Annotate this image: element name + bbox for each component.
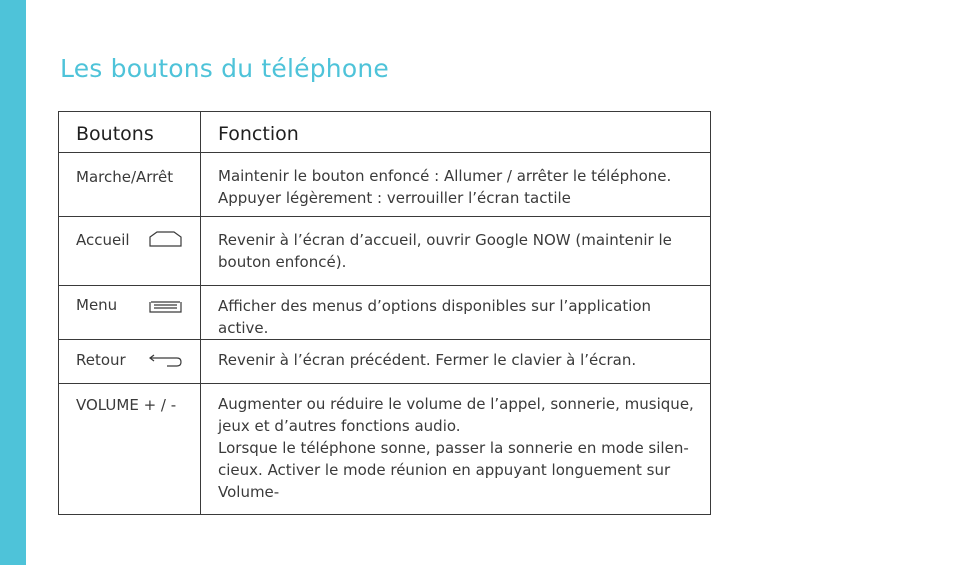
- function-cell: [201, 340, 711, 384]
- button-label-home: Accueil: [76, 231, 130, 249]
- function-cell: [201, 384, 711, 515]
- table-row: [59, 286, 711, 340]
- header-function: Fonction: [201, 112, 711, 153]
- function-cell: [201, 153, 711, 217]
- button-cell: [59, 384, 201, 515]
- button-cell: [59, 217, 201, 286]
- button-cell: [59, 340, 201, 384]
- function-text: Maintenir le bouton enfoncé : Allumer / arrêter le téléphone.: [218, 167, 672, 185]
- function-text: Appuyer légèrement : verrouiller l’écran tactile: [218, 189, 571, 207]
- function-cell: [201, 217, 711, 286]
- function-text: Revenir à l’écran d’accueil, ouvrir Google NOW (maintenir le bouton enfoncé).: [218, 231, 672, 271]
- function-cell: [201, 286, 711, 340]
- function-text: Augmenter ou réduire le volume de l’appel, sonnerie, musique, jeux et d’autres fonctions audio.: [218, 395, 694, 435]
- menu-icon: [149, 300, 182, 314]
- buttons-table: [58, 111, 711, 515]
- button-cell: [59, 286, 201, 340]
- button-label-power: Marche/Arrêt: [76, 168, 174, 186]
- table-header-row: [59, 112, 711, 153]
- button-cell: [59, 153, 201, 217]
- table-row: [59, 340, 711, 384]
- back-icon: [149, 354, 182, 368]
- left-accent-bar: [0, 0, 26, 565]
- button-label-volume: VOLUME + / -: [76, 396, 177, 414]
- function-text: Revenir à l’écran précédent. Fermer le clavier à l’écran.: [218, 351, 637, 369]
- button-label-back: Retour: [76, 351, 126, 369]
- function-text: Lorsque le téléphone sonne, passer la sonnerie en mode silencieux. Activer le mode réunion en appuyant longuement sur Volume-: [218, 439, 689, 501]
- button-label-menu: Menu: [76, 296, 118, 314]
- table-row: [59, 384, 711, 515]
- function-text: Afficher des menus d’options disponibles sur l’application active.: [218, 297, 652, 337]
- table-row: [59, 217, 711, 286]
- page-title: Les boutons du téléphone: [60, 54, 389, 83]
- header-buttons: Boutons: [59, 112, 201, 153]
- home-icon: [149, 231, 182, 247]
- table-row: [59, 153, 711, 217]
